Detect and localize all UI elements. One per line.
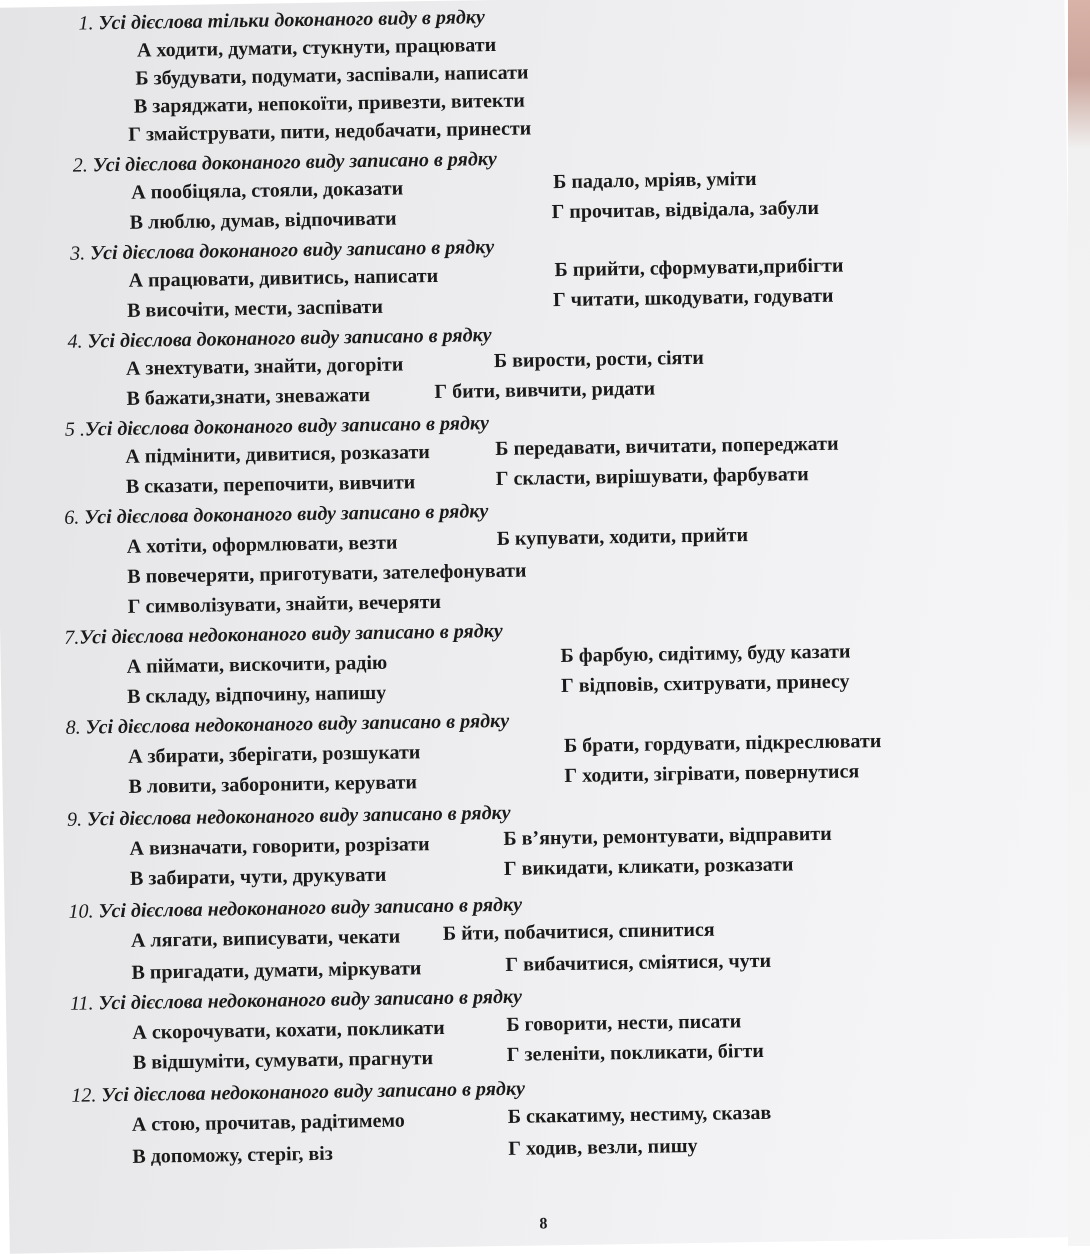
- question-text: Усі дієслова недоконаного виду записано в рядку: [98, 985, 523, 1015]
- question-3-title: [70, 236, 494, 266]
- q7-option-v: В складу, відпочину, напишу: [126, 681, 387, 708]
- page-edge-background: [1068, 0, 1090, 1246]
- question-number: 7.: [64, 626, 80, 649]
- question-6-title: [64, 500, 488, 530]
- q5-option-a: А підмінити, дивитися, розказати: [125, 441, 431, 468]
- q7-option-g: Г відповів, схитрувати, принесу: [560, 670, 850, 698]
- question-text: Усі дієслова тільки доконаного виду в рядку: [98, 6, 486, 35]
- q4-option-b: Б вирости, рости, сіяти: [493, 346, 704, 373]
- question-number: 6.: [64, 506, 80, 529]
- q6-option-a: А хотіти, оформлювати, везти: [126, 531, 398, 558]
- question-text: Усі дієслова недоконаного виду записано в рядку: [86, 801, 511, 831]
- q1-option-g: Г змайструвати, пити, недобачати, принести: [128, 117, 532, 146]
- q8-option-b: Б брати, гордувати, підкреслювати: [563, 730, 882, 758]
- q6-option-b: Б купувати, ходити, прийти: [496, 524, 749, 551]
- q4-option-a: А знехтувати, знайти, догоріти: [125, 353, 404, 380]
- q4-option-v: В бажати,знати, зневажати: [126, 384, 371, 410]
- q2-option-a: А пообіцяла, стояли, доказати: [131, 177, 404, 204]
- question-1-title: [78, 6, 485, 35]
- question-9-title: [67, 802, 511, 832]
- q3-option-b: Б прийти, сформувати,прибігти: [554, 254, 844, 282]
- q12-option-v: В допоможу, стеріг, віз: [132, 1142, 333, 1168]
- q8-option-g: Г ходити, зігрівати, повернутися: [564, 760, 860, 788]
- q10-option-a: А лягати, виписувати, чекати: [130, 925, 401, 952]
- q9-option-g: Г викидати, кликати, розказати: [503, 853, 794, 880]
- q2-option-b: Б падало, мріяв, уміти: [552, 167, 757, 194]
- q7-option-b: Б фарбую, сидітиму, буду казати: [560, 640, 851, 668]
- q11-option-g: Г зеленіти, покликати, бігти: [506, 1039, 764, 1066]
- page-number: 8: [539, 1215, 548, 1233]
- q6-option-g: Г символізувати, знайти, вечеряти: [127, 590, 442, 618]
- q12-option-g: Г ходив, везли, пишу: [508, 1134, 698, 1160]
- q7-option-a: А піймати, вискочити, радію: [126, 651, 388, 678]
- q1-option-v: В заряджати, непокоїти, привезти, витекти: [133, 89, 526, 118]
- q2-option-g: Г прочитав, відвідала, забули: [551, 196, 820, 224]
- q11-option-b: Б говорити, нести, писати: [506, 1010, 742, 1036]
- q11-option-a: А скорочувати, кохати, покликати: [132, 1016, 445, 1044]
- question-text: Усі дієслова доконаного виду записано в рядку: [84, 412, 490, 441]
- question-number: 5 .: [64, 418, 86, 441]
- question-12-title: [71, 1078, 525, 1108]
- question-number: 3.: [70, 242, 86, 265]
- q10-option-v: В пригадати, думати, міркувати: [131, 957, 422, 984]
- q9-option-b: Б в’янути, ремонтувати, відправити: [503, 822, 832, 850]
- q12-option-a: А стою, прочитав, радітимемо: [131, 1109, 405, 1136]
- q8-option-v: В ловити, заборонити, керувати: [128, 771, 418, 798]
- question-text: Усі дієслова доконаного виду записано в рядку: [87, 324, 492, 353]
- question-text: Усі дієслова недоконаного виду записано в рядку: [101, 1077, 526, 1107]
- q3-option-g: Г читати, шкодувати, годувати: [552, 284, 834, 312]
- q9-option-a: А визначати, говорити, розрізати: [129, 833, 430, 860]
- q6-option-v: В повечеряти, приготувати, зателефонувати: [127, 559, 527, 588]
- question-number: 4.: [67, 330, 83, 353]
- question-5-title: [65, 412, 489, 442]
- question-4-title: [67, 324, 491, 354]
- q5-option-v: В сказати, перепочити, вивчити: [125, 471, 416, 498]
- question-number: 8.: [65, 716, 81, 739]
- q10-option-g: Г вибачитися, сміятися, чути: [505, 949, 772, 976]
- q1-option-b: Б збудувати, подумати, заспівали, написати: [135, 61, 529, 90]
- question-number: 2.: [72, 154, 88, 177]
- question-text: Усі дієслова доконаного виду записано в рядку: [92, 147, 497, 177]
- q10-option-b: Б йти, побачитися, спинитися: [442, 918, 715, 945]
- question-7-title: [64, 620, 503, 650]
- question-text: Усі дієслова доконаного виду записано в рядку: [84, 500, 489, 529]
- question-text: Усі дієслова недоконаного виду записано в рядку: [98, 893, 523, 923]
- q3-option-a: А працювати, дивитись, написати: [128, 264, 439, 292]
- question-2-title: [73, 148, 497, 178]
- q1-option-a: А ходити, думати, стукнути, працювати: [136, 33, 497, 62]
- question-10-title: [68, 894, 522, 924]
- q11-option-v: В відшуміти, сумувати, прагнути: [132, 1047, 434, 1074]
- q5-option-b: Б передавати, вичитати, попереджати: [495, 432, 839, 461]
- q2-option-v: В люблю, думав, відпочивати: [129, 207, 397, 234]
- question-number: 12.: [71, 1084, 97, 1107]
- question-number: 10.: [68, 900, 94, 923]
- question-11-title: [70, 986, 522, 1016]
- q3-option-v: В височіти, мести, заспівати: [126, 295, 384, 322]
- question-text: Усі дієслова недоконаного виду записано в рядку: [79, 619, 503, 649]
- question-number: 11.: [69, 992, 94, 1015]
- q4-option-g: Г бити, вивчити, ридати: [434, 377, 656, 404]
- question-text: Усі дієслова доконаного виду записано в рядку: [90, 236, 495, 265]
- q5-option-g: Г скласти, вирішувати, фарбувати: [495, 463, 809, 491]
- question-number: 9.: [66, 808, 83, 831]
- q8-option-a: А збирати, зберігати, розшукати: [127, 741, 421, 768]
- q12-option-b: Б скакатиму, нестиму, сказав: [507, 1101, 772, 1128]
- question-text: Усі дієслова недоконаного виду записано в рядку: [85, 709, 510, 739]
- question-8-title: [65, 710, 509, 740]
- question-number: 1.: [78, 12, 94, 35]
- q9-option-v: В забирати, чути, друкувати: [129, 863, 387, 890]
